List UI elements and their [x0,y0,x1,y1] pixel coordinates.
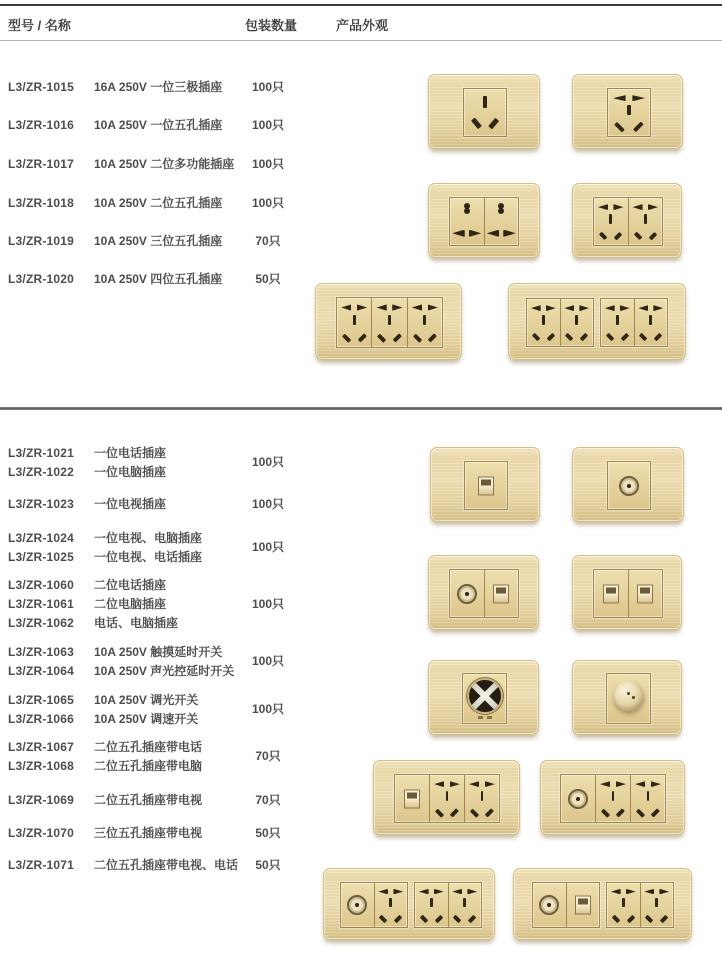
pin-slot [420,915,429,924]
pin-slot [633,232,642,241]
rj-jack-socket-icon [465,462,507,509]
product-desc: 一位电视、电脑插座 [94,531,203,545]
five-hole-socket-icon [415,883,448,927]
product-desc: 一位电话插座 [94,446,167,460]
pin-slot [469,781,479,787]
product-qty: 70只 [255,234,281,248]
pin-slot [575,315,578,324]
socket-frame [600,298,668,347]
pin-slot [379,915,388,924]
socket-frame [607,88,651,137]
product-desc: 10A 250V 调速开关 [94,712,199,726]
product-model: L3/ZR-1019 [8,234,75,248]
product-model: L3/ZR-1065 [8,693,75,707]
photo-double-five-hole-with-jack [373,760,520,835]
tv-coax-socket-icon [561,775,595,822]
product-model: L3/ZR-1061 [8,597,75,611]
touch-delay-switch-icon [463,674,506,723]
pin-slot [580,333,589,342]
product-model: L3/ZR-1018 [8,196,75,210]
product-qty: 100只 [251,497,285,511]
pin-slot [378,889,388,895]
pin-slot [655,898,658,907]
five-hole-socket-icon [601,299,634,346]
pin-slot [450,781,460,787]
pin-slot [616,781,626,787]
pin-slot [616,809,625,818]
rj-jack-opening [637,584,653,603]
pin-slot [341,304,351,310]
pin-slot [470,809,479,818]
pin-slot [452,889,462,895]
pin-slot [611,889,621,895]
product-desc: 10A 250V 一位五孔插座 [94,118,223,132]
product-model: L3/ZR-1021 [8,446,75,460]
coax-connector [619,476,639,496]
pin-slot [632,95,645,101]
product-model: L3/ZR-1060 [8,578,75,592]
product-qty: 100只 [251,597,285,611]
pin-slot [613,204,623,210]
product-qty: 100只 [251,80,285,94]
rj-jack-socket-icon [395,775,429,822]
socket-frame [464,461,508,510]
pin-slot [353,315,356,325]
photo-tv-plus-jack-socket [428,555,539,630]
pin-slot [481,791,484,800]
pin-slot [468,915,477,924]
pin-slot [471,118,482,130]
product-desc: 三位五孔插座带电视 [94,826,203,840]
photo-double-five-hole-with-tv-and-phone [513,868,692,940]
dimmer-knob-icon [607,674,650,723]
product-desc: 二位五孔插座带电脑 [94,759,203,773]
pin-slot [636,809,645,818]
pin-slot [434,889,444,895]
photo-double-five-hole-socket [572,183,682,258]
photo-touch-delay-switch [428,660,539,735]
rj-jack-socket-icon [594,570,628,617]
photo-tv-socket [572,447,684,522]
pin-slot [483,96,487,108]
pin-slot [388,315,391,325]
five-hole-socket-icon [630,775,665,822]
pin-slot [644,214,647,223]
pin-slot [532,333,541,342]
product-desc: 二位五孔插座带电视、电话 [94,858,239,872]
pin-slot [626,889,636,895]
product-model: L3/ZR-1063 [8,645,75,659]
tv-coax-socket-icon [533,883,566,927]
product-desc: 10A 250V 二位多功能插座 [94,157,235,171]
socket-frame [607,461,651,510]
product-model: L3/ZR-1025 [8,550,75,564]
five-hole-socket-icon [448,883,482,927]
pin-slot [450,809,459,818]
product-desc: 10A 250V 三位五孔插座 [94,234,223,248]
pin-slot [498,203,504,209]
multifunction-socket-icon [450,198,484,245]
product-model: L3/ZR-1070 [8,826,75,840]
pin-slot [648,232,657,241]
five-hole-socket-icon [594,198,628,245]
tv-coax-socket-icon [608,462,650,509]
pin-slot [606,333,615,342]
socket-frame [593,569,663,618]
product-model: L3/ZR-1016 [8,118,75,132]
pin-slot [644,889,654,895]
photo-five-hole-socket [572,74,683,149]
top-rule [0,4,722,6]
pin-slot [651,781,661,787]
column-header-model: 型号 / 名称 [8,18,71,33]
pin-slot [649,315,652,324]
pin-slot [660,915,669,924]
pin-slot [546,305,556,311]
pin-slot [601,809,610,818]
pin-slot [452,230,464,238]
five-hole-socket-icon [374,883,408,927]
product-qty: 100只 [251,455,285,469]
product-desc: 10A 250V 声光控延时开关 [94,664,235,678]
five-hole-socket-icon [607,883,640,927]
pin-slot [639,333,648,342]
photo-triple-five-hole-socket [315,283,462,360]
product-desc: 二位五孔插座带电视 [94,793,203,807]
pin-slot [599,232,608,241]
pin-slot [464,203,470,209]
multifunction-socket-icon [484,198,519,245]
photo-three-pin-socket [428,74,540,149]
pin-slot [648,204,658,210]
socket-frame [560,774,666,823]
pin-slot [627,105,630,114]
product-model: L3/ZR-1017 [8,157,75,171]
photo-double-five-hole-with-tv [540,760,685,835]
product-qty: 100只 [251,654,285,668]
socket-frame [593,197,663,246]
product-qty: 100只 [251,157,285,171]
product-desc: 二位电话插座 [94,578,167,592]
product-desc: 一位电视插座 [94,497,167,511]
product-desc: 16A 250V 一位三极插座 [94,80,223,94]
rj-jack-opening [493,584,509,603]
socket-frame [526,298,594,347]
five-hole-socket-icon [628,198,663,245]
pin-slot [453,915,462,924]
product-model: L3/ZR-1064 [8,664,75,678]
product-model: L3/ZR-1022 [8,465,75,479]
product-model: L3/ZR-1062 [8,616,75,630]
rj-jack-socket-icon [484,570,519,617]
rj-jack-socket-icon [566,883,600,927]
pin-slot [653,305,663,311]
photo-quad-five-hole-socket [508,283,686,360]
pin-slot [412,304,422,310]
product-desc: 一位电视、电话插座 [94,550,203,564]
five-hole-socket-icon [407,298,442,347]
socket-frame [606,882,674,928]
product-qty: 100只 [251,196,285,210]
header-underline [0,40,722,41]
pin-slot [377,333,386,342]
pin-slot [614,122,624,132]
pin-slot [546,333,555,342]
pin-slot [412,333,421,342]
socket-frame [394,774,500,823]
pin-slot [633,122,643,132]
pin-slot [446,791,449,800]
product-desc: 10A 250V 调光开关 [94,693,199,707]
product-desc: 10A 250V 二位五孔插座 [94,196,223,210]
product-qty: 50只 [255,858,281,872]
pin-slot [626,915,635,924]
pin-slot [620,305,630,311]
rj-jack-opening [478,476,494,495]
touch-button [467,678,503,714]
section-divider [0,407,722,410]
pin-slot [613,95,626,101]
pin-slot [605,305,615,311]
socket-frame [463,88,507,137]
photo-telephone-socket [430,447,540,522]
pin-slot [393,889,403,895]
tv-coax-socket-icon [341,883,374,927]
product-model: L3/ZR-1066 [8,712,75,726]
pin-slot [434,915,443,924]
product-model: L3/ZR-1023 [8,497,75,511]
socket-frame [449,197,519,246]
pin-slot [430,898,433,907]
pin-slot [485,809,494,818]
product-model: L3/ZR-1068 [8,759,75,773]
five-hole-socket-icon [640,883,674,927]
photo-double-multifunction-socket [428,183,540,258]
column-header-appearance: 产品外观 [336,18,389,33]
rj-jack-socket-icon [628,570,663,617]
product-desc: 二位五孔插座带电话 [94,740,203,754]
pin-slot [659,889,669,895]
five-hole-socket-icon [337,298,371,347]
five-hole-socket-icon [560,299,594,346]
five-hole-socket-icon [527,299,560,346]
pin-slot [542,315,545,324]
socket-frame [336,297,443,348]
product-qty: 100只 [251,540,285,554]
pin-slot [638,305,648,311]
pin-slot [463,898,466,907]
product-model: L3/ZR-1067 [8,740,75,754]
coax-connector [347,895,367,915]
product-qty: 70只 [255,749,281,763]
socket-frame [340,882,408,928]
product-desc: 一位电脑插座 [94,465,167,479]
pin-slot [357,333,366,342]
pin-slot [616,315,619,324]
pin-slot [654,333,663,342]
pin-slot [419,889,429,895]
socket-frame [449,569,519,618]
pin-slot [435,809,444,818]
product-qty: 50只 [255,826,281,840]
product-model: L3/ZR-1071 [8,858,75,872]
pin-slot [598,204,608,210]
five-hole-socket-icon [464,775,499,822]
product-model: L3/ZR-1024 [8,531,75,545]
pin-slot [376,304,386,310]
rj-jack-opening [575,896,591,915]
pin-slot [428,333,437,342]
product-qty: 100只 [251,118,285,132]
pin-slot [609,214,612,223]
five-hole-socket-icon [595,775,630,822]
pin-slot [342,333,351,342]
pin-slot [469,230,481,238]
pin-slot [488,118,499,130]
coax-connector [457,584,477,604]
pin-slot [423,315,426,325]
rj-jack-opening [603,584,619,603]
switch-label-marks [478,716,492,719]
dimmer-knob [614,681,644,711]
switch-frame [462,673,507,724]
pin-slot [633,204,643,210]
rj-jack-opening [404,789,420,808]
product-desc: 二位电脑插座 [94,597,167,611]
pin-slot [612,915,621,924]
pin-slot [503,230,515,238]
photo-triple-five-hole-with-tv [323,868,495,940]
pin-slot [645,915,654,924]
product-model: L3/ZR-1069 [8,793,75,807]
pin-slot [612,791,615,800]
pin-slot [394,915,403,924]
product-desc: 10A 250V 四位五孔插座 [94,272,223,286]
tv-coax-socket-icon [450,570,484,617]
pin-slot [565,333,574,342]
product-qty: 100只 [251,702,285,716]
five-hole-socket-icon [429,775,464,822]
pin-slot [485,781,495,787]
pin-slot [622,898,625,907]
pin-slot [651,809,660,818]
photo-dimmer-switch [572,660,682,735]
product-qty: 70只 [255,793,281,807]
pin-slot [393,333,402,342]
pin-slot [579,305,589,311]
pin-slot [434,781,444,787]
five-hole-socket-icon [634,299,668,346]
product-desc: 电话、电脑插座 [94,616,179,630]
coax-connector [539,895,559,915]
pin-slot [531,305,541,311]
pin-slot [392,304,402,310]
photo-double-jack-socket [572,555,682,630]
switch-frame [606,673,651,724]
pin-slot [635,781,645,787]
product-qty: 50只 [255,272,281,286]
product-desc: 10A 250V 触摸延时开关 [94,645,223,659]
pin-slot [357,304,367,310]
product-model: L3/ZR-1020 [8,272,75,286]
column-header-qty: 包装数量 [245,18,298,33]
pin-slot [467,889,477,895]
socket-frame [414,882,482,928]
three-pin-socket-icon [464,89,506,136]
pin-slot [620,333,629,342]
pin-slot [564,305,574,311]
five-hole-socket-icon [608,89,650,136]
pin-slot [428,304,438,310]
socket-frame [532,882,600,928]
pin-slot [614,232,623,241]
product-model: L3/ZR-1015 [8,80,75,94]
pin-slot [647,791,650,800]
coax-connector [568,789,588,809]
pin-slot [487,230,499,238]
pin-slot [389,898,392,907]
pin-slot [600,781,610,787]
five-hole-socket-icon [371,298,406,347]
